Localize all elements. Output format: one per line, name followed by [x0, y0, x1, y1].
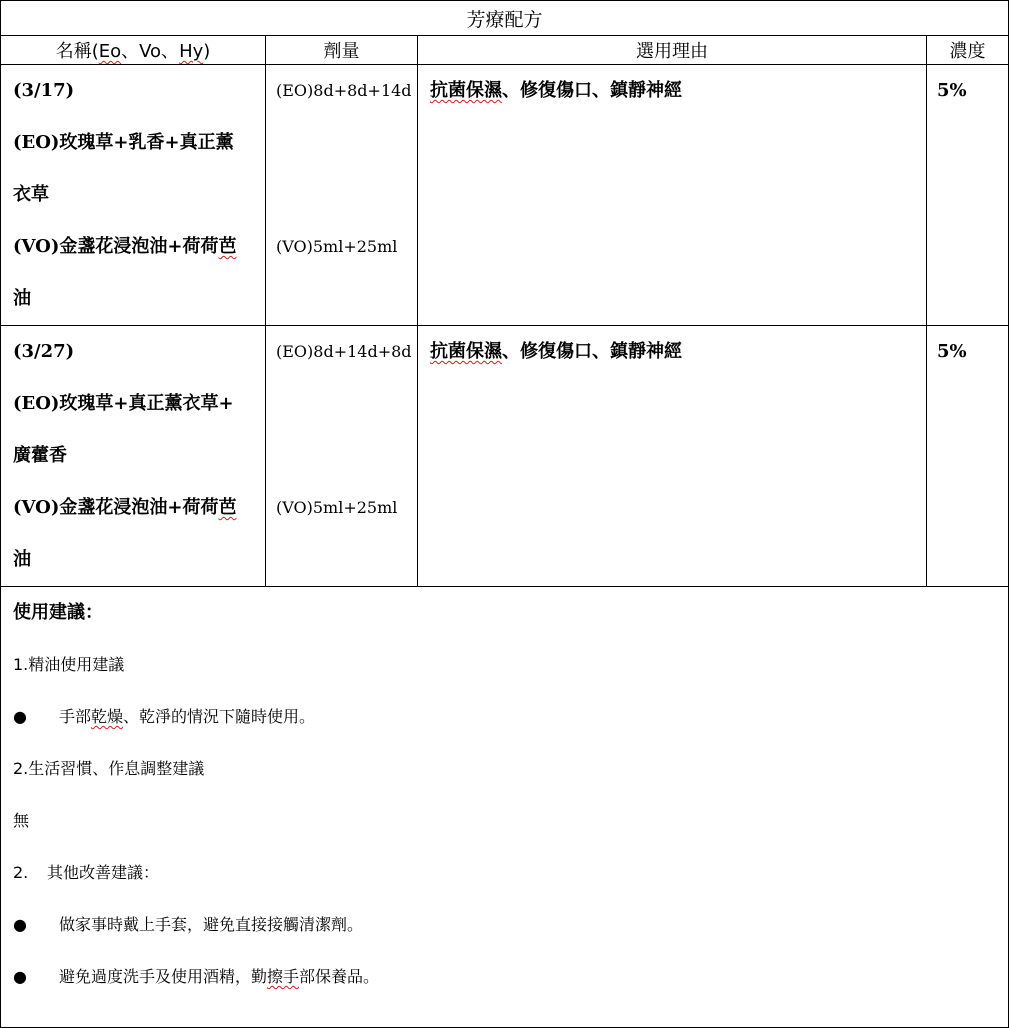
formula-vo-line: (VO)金盞花浸泡油+荷荷芭: [13, 236, 237, 257]
table-row: [1, 326, 1009, 587]
formula-vo-line-cont: 油: [13, 549, 31, 570]
dose-vo: (VO)5ml+25ml: [276, 498, 398, 517]
usage-suggestions: [1, 587, 1009, 1028]
section3-title-text: 其他改善建議：: [47, 863, 160, 882]
list-item-text: 做家事時戴上手套，避免直接接觸清潔劑。: [59, 915, 364, 934]
list-item-text: 手部乾燥、乾淨的情況下隨時使用。: [59, 707, 316, 726]
formula-eo-line-cont: 廣藿香: [13, 445, 67, 466]
bullet-icon: ●: [13, 915, 27, 934]
dose-eo: (EO)8d+8d+14d: [276, 81, 412, 100]
reason-cell: [418, 65, 927, 326]
reason-text: 抗菌保濕、修復傷口、鎮靜神經: [430, 341, 682, 362]
bullet-icon: ●: [13, 967, 27, 986]
reason-cell: [418, 326, 927, 587]
header-name-text: 名稱(Eo、Vo、Hy): [55, 41, 211, 62]
header-name: [1, 36, 266, 65]
formula-date: (3/27): [13, 341, 75, 362]
section3-number: 2.: [13, 863, 29, 882]
section2-title: 2.生活習慣、作息調整建議: [13, 759, 205, 778]
concentration-cell: [927, 326, 1009, 587]
section3-title: [13, 847, 1008, 899]
formula-eo-line-cont: 衣草: [13, 184, 49, 205]
formula-name-cell: [1, 326, 266, 587]
formula-name-cell: [1, 65, 266, 326]
formula-vo-line-cont: 油: [13, 288, 31, 309]
section2-body: 無: [13, 811, 30, 830]
list-item: [13, 899, 1008, 951]
concentration-value: 5%: [937, 341, 967, 362]
formula-vo-line: (VO)金盞花浸泡油+荷荷芭: [13, 497, 237, 518]
concentration-cell: [927, 65, 1009, 326]
header-dose: 劑量: [266, 36, 418, 65]
concentration-value: 5%: [937, 80, 967, 101]
section1-title: 1.精油使用建議: [13, 655, 125, 674]
list-item: [13, 951, 1008, 1003]
formula-eo-line: (EO)玫瑰草+乳香+真正薰: [13, 132, 234, 153]
reason-text: 抗菌保濕、修復傷口、鎮靜神經: [430, 80, 682, 101]
usage-heading: 使用建議：: [13, 602, 103, 623]
table-title: 芳療配方: [1, 1, 1009, 36]
list-item-text: 避免過度洗手及使用酒精，勤擦手部保養品。: [59, 967, 380, 986]
bullet-icon: ●: [13, 707, 27, 726]
table-row: [1, 65, 1009, 326]
dose-eo: (EO)8d+14d+8d: [276, 342, 412, 361]
formula-eo-line: (EO)玫瑰草+真正薰衣草+: [13, 393, 234, 414]
dose-vo: (VO)5ml+25ml: [276, 237, 398, 256]
list-item: [13, 691, 1008, 743]
dose-cell: [266, 65, 418, 326]
header-reason: 選用理由: [418, 36, 927, 65]
header-concentration: 濃度: [927, 36, 1009, 65]
formula-date: (3/17): [13, 80, 75, 101]
dose-cell: [266, 326, 418, 587]
